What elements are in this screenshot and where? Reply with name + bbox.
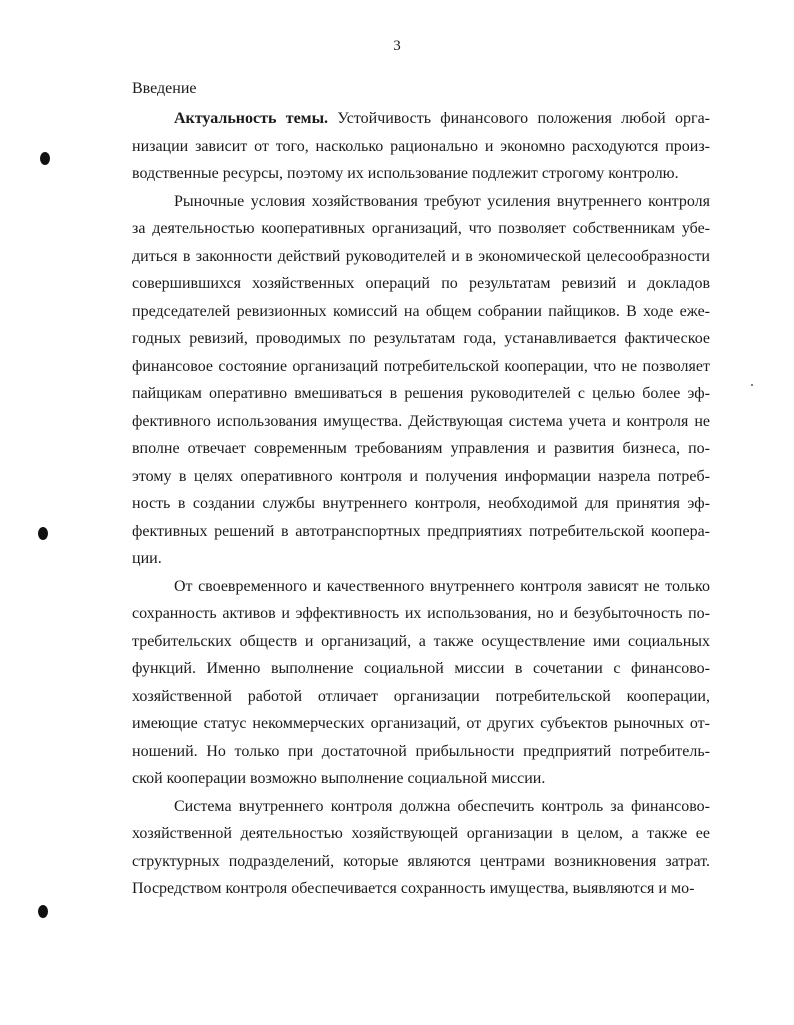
binder-hole-top (40, 152, 50, 165)
line-text: хозяйственной деятельностью хозяйствующей организации в целом, а также ее (132, 825, 710, 842)
text-line (132, 298, 710, 326)
line-text: ность в создании службы внутреннего контроля, необходимой для принятия эф- (132, 495, 710, 512)
text-line (132, 435, 710, 463)
text-line (132, 490, 710, 518)
text-line (132, 848, 710, 876)
line-text: годных ревизий, проводимых по результатам года, устанавливается фактическое (132, 330, 710, 347)
text-line (132, 820, 710, 848)
text-line (132, 545, 710, 573)
line-text: От своевременного и качественного внутреннего контроля зависят не только (174, 577, 710, 595)
text-line (132, 270, 710, 298)
section-heading: Введение (132, 80, 197, 97)
text-line (132, 215, 710, 243)
line-text: за деятельностью кооперативных организаций, что позволяет собственникам убе- (132, 220, 710, 237)
text-line (132, 793, 710, 821)
binder-hole-middle (38, 527, 48, 540)
text-line (132, 875, 710, 903)
line-text: ской кооперации возможно выполнение социальной миссии. (132, 770, 546, 787)
line-text: требительских обществ и организаций, а также осуществление ими социальных (132, 632, 710, 650)
paragraph (132, 793, 710, 903)
line-text: водственные ресурсы, поэтому их использование подлежит строгому контролю. (132, 165, 679, 182)
text-line (132, 738, 710, 766)
text-line (132, 353, 710, 381)
line-text: пайщикам оперативно вмешиваться в решения руководителей с целью более эф- (132, 385, 710, 402)
topic-relevance-label: Актуальность темы. (174, 110, 329, 127)
text-line (132, 243, 710, 271)
text-line (132, 160, 710, 188)
text-line (132, 628, 710, 656)
line-text: ции. (132, 550, 162, 567)
line-text: ношений. Но только при достаточной прибыльности предприятий потребитель- (132, 742, 710, 760)
line-text: Посредством контроля обеспечивается сохранность имущества, выявляются и мо- (132, 880, 695, 897)
text-line (132, 325, 710, 353)
text-line (132, 655, 710, 683)
text-line (132, 133, 710, 161)
text-line (132, 380, 710, 408)
text-line (132, 710, 710, 738)
line-text: председателей ревизионных комиссий на общем собрании пайщиков. В ходе еже- (132, 302, 710, 320)
line-text: Система внутреннего контроля должна обеспечить контроль за финансово- (174, 797, 710, 815)
line-text: диться в законности действий руководителей и в экономической целесообразности (132, 247, 710, 265)
line-text: фективного использования имущества. Действующая система учета и контроля не (132, 412, 710, 430)
line-text: совершившихся хозяйственных операций по результатам ревизий и докладов (132, 275, 710, 292)
text-line (132, 105, 710, 133)
paragraph (132, 188, 710, 573)
text-line (132, 573, 710, 601)
line-text: Рыночные условия хозяйствования требуют усиления внутреннего контроля (174, 192, 710, 210)
scan-speck (751, 384, 753, 386)
line-text: функций. Именно выполнение социальной миссии в сочетании с финансово- (132, 660, 710, 677)
text-line (132, 188, 710, 216)
text-line (132, 408, 710, 436)
line-text: низации зависит от того, насколько рационально и экономно расходуются произ- (132, 137, 710, 155)
text-line (132, 600, 710, 628)
line-text: фективных решений в автотранспортных предприятиях потребительской коопера- (132, 522, 710, 540)
document-body (132, 105, 710, 903)
binder-hole-bottom (38, 905, 48, 918)
page-number: 3 (393, 38, 401, 54)
text-line (132, 765, 710, 793)
paragraph (132, 573, 710, 793)
line-text: сохранность активов и эффективность их использования, но и безубыточность по- (132, 605, 710, 622)
line-text: этому в целях оперативного контроля и получения информации назрела потреб- (132, 467, 710, 485)
line-text: имеющие статус некоммерческих организаций, от других субъектов рыночных от- (132, 715, 710, 732)
line-text: Устойчивость финансового положения любой орга- (328, 110, 711, 127)
text-line (132, 683, 710, 711)
line-text: финансовое состояние организаций потребительской кооперации, что не позволяет (132, 357, 710, 375)
text-line (132, 463, 710, 491)
text-line (132, 518, 710, 546)
line-text: хозяйственной работой отличает организации потребительской кооперации, (132, 687, 710, 705)
line-text: структурных подразделений, которые являются центрами возникновения затрат. (132, 852, 710, 870)
line-text: вполне отвечает современным требованиям управления и развития бизнеса, по- (132, 440, 710, 457)
paragraph (132, 105, 710, 188)
